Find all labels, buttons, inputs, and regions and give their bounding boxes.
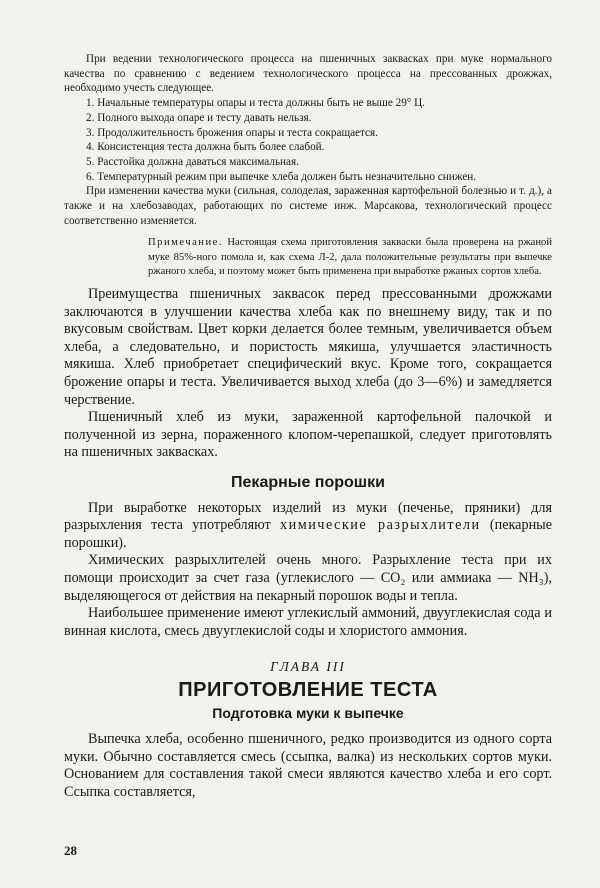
paragraph [64,500,552,553]
paragraph: Пшеничный хлеб из муки, зараженной картофельной палочкой и полученной из зерна, пораженного клопом-черепашкой, следует приготовлять на пшеничных заквасках. [64,409,552,461]
spaced-term: химические разрыхлители [280,517,481,534]
list-item: 5. Расстойка должна даваться максимальная. [86,155,299,168]
paragraph: Химических разрыхлителей очень много. Разрыхление теста при их помощи происходит за счет газа (углекислого — CO₂ или аммиака — NH₃), выделяющегося от действия на пекарный порошок воды и тепла. [64,552,552,604]
intro-paragraph: При ведении технологического процесса на пшеничных заквасках при муке нормального качества по сравнению с ведением технологического процесса на прессованных дрожжах, необходимо учесть следующее. [64,53,552,95]
list-item: 4. Консистенция теста должна быть более слабой. [86,141,325,154]
section-heading: Пекарные порошки [231,473,385,491]
after-list-paragraph: При изменении качества муки (сильная, солоделая, зараженная картофельной болезнью и т. д.), а также и на хлебозаводах, работающих по системе инж. Марсакова, технологический процесс соответственно изменяется. [64,185,552,227]
subsection-heading: Подготовка муки к выпечке [212,705,404,722]
note-text: Настоящая схема приготовления закваски была проверена на ржаной муке 85%-ного помола и, как схема Л-2, дала положительные результаты при выпечке ржаного хлеба, и поэтому может быть применена при выработке ржаных сортов хлеба. [148,237,552,277]
note-paragraph [148,236,552,279]
paragraph: Преимущества пшеничных заквасок перед прессованными дрожжами заключаются в улучшении качества хлеба как по внешнему виду, так и по вкусовым свойствам. Цвет корки делается более темным, увеличивается объем хлеба, а следовательно, и пористость мякиша, улучшается эластичность мякиша. Хлеб приобретает специфический вкус. Кроме того, сокращается брожение опары и теста. Увеличивается выход хлеба (до 3—6%) и замедляется черствение. [64,286,552,408]
main-text-block [64,286,552,801]
note-label: Примечание. [148,237,223,249]
small-print-block [64,52,552,279]
list-item: 1. Начальные температуры опары и теста должны быть не выше 29° Ц. [86,97,425,110]
paragraph: Наибольшее применение имеют углекислый аммоний, двууглекислая сода и винная кислота, смесь двууглекислой соды и хлористого аммония. [64,605,552,639]
paragraph-part: При выработке некоторых изделий из муки (печенье, пряники) для разрыхления теста употребляют [64,499,552,534]
chapter-title: ПРИГОТОВЛЕНИЕ ТЕСТА [178,678,438,701]
list-item: 6. Температурный режим при выпечке хлеба должен быть незначительно снижен. [86,170,477,183]
list-item: 3. Продолжительность брожения опары и теста сокращается. [86,126,378,139]
list-item: 2. Полного выхода опаре и тесту давать нельзя. [86,111,312,124]
paragraph-part: (пекарные порошки). [64,517,552,551]
chapter-label: ГЛАВА III [270,659,346,675]
paragraph: Выпечка хлеба, особенно пшеничного, редко производится из одного сорта муки. Обычно составляется смесь (ссыпка, валка) из нескольких сортов муки. Основанием для составления такой смеси являются качество хлеба и его сорт. Ссыпка составляется, [64,731,552,800]
page-number: 28 [64,843,77,858]
